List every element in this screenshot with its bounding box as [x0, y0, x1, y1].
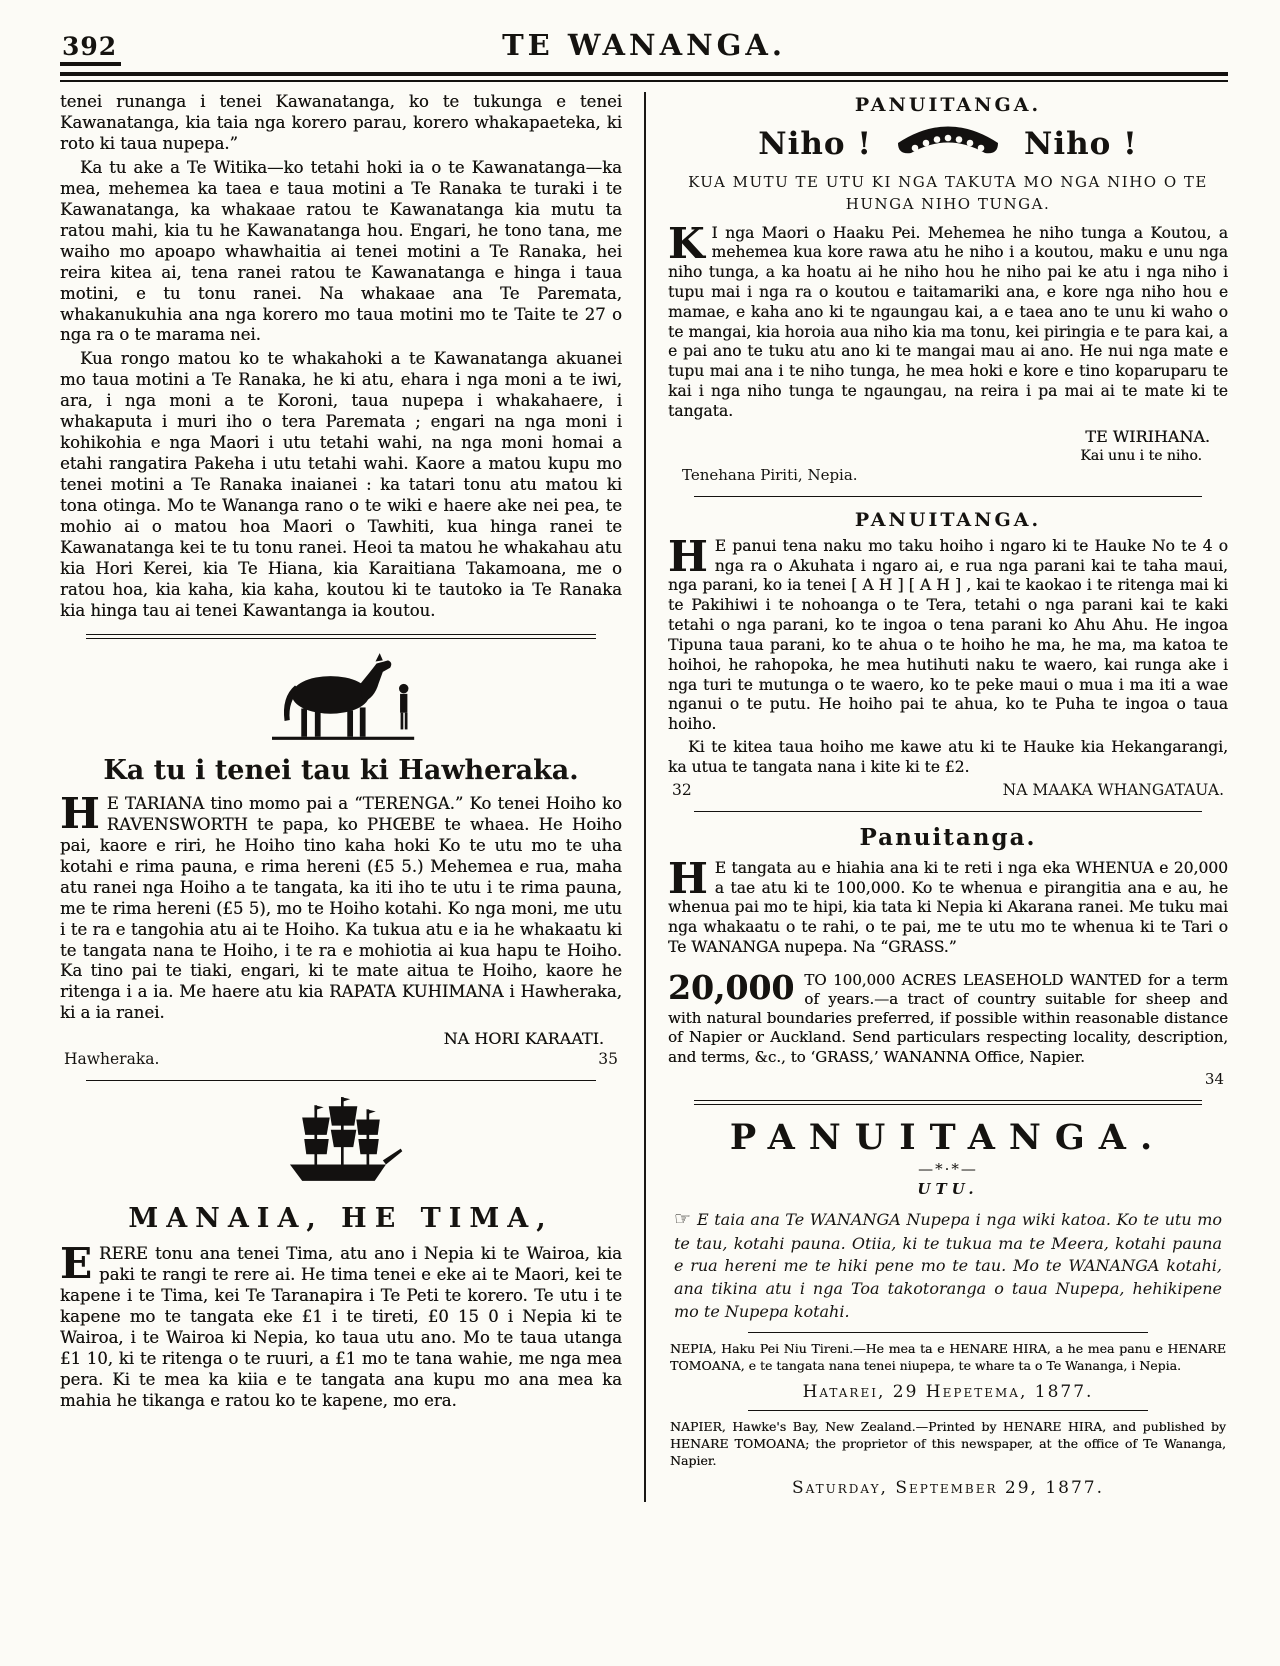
dental-address: Tenehana Piriti, Nepia. — [682, 465, 858, 484]
dental-body — [668, 218, 1228, 422]
hawheraka-signature: NA HORI KARAATI. — [443, 1029, 604, 1049]
header-rule — [60, 72, 1228, 82]
news-paragraph: Kua rongo matou ko te whakahoki a te Kawanatanga akuanei mo taua motini a Te Ranaka, he ki atu, ehara i nga moni a te iwi, ara, i nga moni a te Koroni, taua nupepa i whakahaere, i whakaputa i muri iho o tera Paremata ; engari na nga moni i kohikohia e nga Maori i utu tetahi wahi, na nga moni homai a etahi rangatira Pakeha i utu tetahi wahi. Kaore a matou kupu mo tenei motini a Te Ranaka inaianei : ka tatari tonu atu matou ki tona otinga. Mo te Wananga rano o te wiki e haere ake nei pea, te mohio ai o matou hoa Maori o Tawhiti, kua hinga ranei te Kawanatanga kei te tu tonu ranei. Heoi ta matou he whakahau atu kia Hori Kerei, kia Te Hiana, kia Karaitiana Takamoana, me o ratou hoa, kia kaha, kia kaha, koutou ki te tautoko ia Te Ranaka kia hinga tau ai tenei Kawantanga ia koutou. — [60, 349, 622, 620]
niho-word-left: Niho ! — [758, 126, 872, 162]
date-maori: Hatarei, 29 Hepetema, 1877. — [802, 1382, 1094, 1403]
lost-horse-reward: Ki te kitea taua hoiho me kawe atu ki te Hauke kia Hekangarangi, ka utua te tangata nana i kite ki te £2. — [668, 738, 1228, 776]
date-english: Saturday, September 29, 1877. — [792, 1478, 1104, 1499]
right-column — [644, 92, 1228, 1502]
dropcap-letter: E — [60, 1239, 93, 1289]
section-rule — [694, 496, 1202, 497]
land-ad-english-text: TO 100,000 ACRES LEASEHOLD WANTED for a term of years.—a tract of country suitable for sheep and with natural boundaries preferred, if possible within reasonable distance of Napier or Auckland. Send particulars respecting locality, description, and terms, &c., to ‘GRASS,’ WANANNA Office, Napier. — [668, 970, 1228, 1066]
column-layout — [60, 92, 1228, 1502]
dropcap-letter: H — [668, 853, 708, 903]
hawheraka-body — [60, 788, 622, 1024]
hawheraka-body-text: E TARIANA tino momo pai a “TERENGA.” Ko tenei Hoiho ko RAVENSWORTH te papa, ko PHŒBE te whaea. He Hoiho pai, kaore e riri, he Hoiho tino kaha hoki Ko te utu mo te uha kotahi e rima pauna, e rima hereni (£5 5.) Mehemea e rua, maha atu ranei nga Hoiho a te tangata, ka iti iho te utu i te rima pauna, me te rima hereni (£5 5), mo te Hoiho kotahi. Ko nga moni, me utu i te ra e tangohia atu ai te Hoiho. Ka tukua atu e ia he whakaatu ki te tangata nana te Hoiho, i te ra e mohiotia ai kua hapu te Hoiho. Ka tino pai te tiaki, engari, ki te mate aitua te Hoiho, kaore he ritenga i a ia. Me haere atu kia RAPATA KUHIMANA i Hawheraka, ki a ia ranei. — [60, 793, 622, 1023]
lost-horse-body — [668, 531, 1228, 735]
dental-signature-role: Kai unu i te niho. — [1080, 447, 1202, 464]
section-rule — [748, 1410, 1148, 1411]
section-rule — [694, 811, 1202, 812]
panuitanga-heading: PANUITANGA. — [854, 94, 1042, 116]
niho-word-right: Niho ! — [1024, 126, 1138, 162]
dropcap-letter: H — [60, 788, 100, 838]
dental-subheading: KUA MUTU TE UTU KI NGA TAKUTA MO NGA NIHO O TE HUNGA NIHO TUNGA. — [688, 173, 1208, 213]
dentures-icon — [892, 122, 1004, 166]
dropcap-letter: H — [668, 531, 708, 581]
lost-horse-body-text: E panui tena naku mo taku hoiho i ngaro ki te Hauke No te 4 o nga ra o Akuhata i ngaro ai, e rua nga parani kai te taha maui, nga parani, ko ia tenei [ A H ] [ A H ] , kai te kaokao i te ritenga mai ki te Pakihiwi i te nohoanga o te Tera, tetahi o nga parani kai te kaki tetahi o nga parani, ko te ingoa o tena parani ko Ahu Ahu. He ingoa Tipuna taua parani, ko te ahua o te hoiho he ma, he ma, ma katoa te hoihoi, he rahopoka, he mea hutihuti naku te waero, kai runga ake i nga turi te mutunga o te waero, ko te peke maui o mua i ma iti a wae nganui o te putu. He hoiho pai te ahua, ko te Puha te ingoa o taua hoiho. — [668, 536, 1228, 734]
dropcap-letter: K — [668, 218, 705, 268]
hawheraka-ad-number: 35 — [598, 1050, 618, 1069]
manaia-body-text: RERE tonu ana tenei Tima, atu ano i Nepia ki te Wairoa, kia paki te rangi te rere ai. He tima tenei e eke ai te Maori, kei te kapene i te Tima, kei Te Taranapira i Te Peti te korero. Te utu i te kapene mo te tangata eke £1 i te tireti, £0 15 0 i Nepia ki te Wairoa, i te Wairoa ki Nepia, ko taua utu ano. Mo te taua utanga £1 10, ki te ritenga o te ruuri, a £1 mo te tana wahie, me nga mea pera. Ki te mea ka kiia e te tangata ana kupu mo ana mea ka mahia he tikanga e ratou ko te kapene, mo era. — [60, 1244, 622, 1410]
utu-subheading: UTU. — [917, 1179, 979, 1198]
section-rule — [86, 634, 596, 639]
acres-figure: 20,000 — [668, 967, 795, 1007]
dental-body-text: I nga Maori o Haaku Pei. Mehemea he niho tunga a Koutou, a mehemea kua kore rawa atu he niho i a koutou, maku e unu nga niho tunga, a ka hoatu ai he niho hou he niho pai ke atu i nga niho i tupu mai i nga ra o koutou e taitamariki ana, e kore nga niho hou e mamae, e kaha ano ki te ngaungau kai, a e taea ano te unu ki waho o te mangai, kia horoia aua niho kia ma tonu, kei piringia e te para kai, a e pai ano te tuku atu ano ki te mangai mau ai ano. He nui nga mate e tupu mai ana i te niho tunga, he mea hoki e kore e tino koparuparu te kai i nga niho tunga te ngaungau, na reira i pa mai ai te mate ki te tangata. — [668, 223, 1228, 420]
ship-engraving-icon — [60, 1093, 622, 1193]
niho-banner — [668, 122, 1228, 166]
lost-horse-footer-row — [672, 781, 1224, 799]
imprint-english: NAPIER, Hawke's Bay, New Zealand.—Printed by HENARE HIRA, and published by HENARE TOMOANA; the proprietor of this newspaper, at the office of Te Wananga, Napier. — [670, 1419, 1226, 1469]
dental-signature: TE WIRIHANA. — [1085, 426, 1210, 446]
lost-horse-ad-number: 32 — [672, 780, 692, 799]
land-ad-body — [668, 853, 1228, 958]
panuitanga-big-heading: PANUITANGA. — [729, 1116, 1167, 1158]
news-paragraph: tenei runanga i tenei Kawanatanga, ko te tukunga e tenei Kawanatanga, kia taia nga korero parau, korero whakapaeteka, ki roto ki taua nupepa.” — [60, 92, 622, 153]
section-rule — [694, 1100, 1202, 1105]
masthead-title: TE WANANGA. — [502, 28, 786, 62]
left-column — [60, 92, 644, 1502]
horse-engraving-icon — [60, 651, 622, 747]
imprint-maori: NEPIA, Haku Pei Niu Tireni.—He mea ta e HENARE HIRA, a he mea panu e HENARE TOMOANA, e te tangata nana tenei niupepa, te whare ta o Te Wananga, i Nepia. — [670, 1340, 1226, 1373]
hawheraka-heading: Ka tu i tenei tau ki Hawheraka. — [103, 754, 579, 786]
subscription-body — [674, 1206, 1222, 1324]
lost-horse-signature: NA MAAKA WHANGATAUA. — [1002, 780, 1224, 799]
manaia-body — [60, 1239, 622, 1412]
panuitanga-heading: Panuitanga. — [859, 823, 1037, 851]
section-rule — [748, 1332, 1148, 1333]
panuitanga-heading: PANUITANGA. — [854, 508, 1042, 531]
page-number: 392 — [60, 32, 121, 66]
manaia-heading: MANAIA, HE TIMA, — [128, 1203, 554, 1235]
hawheraka-place: Hawheraka. — [64, 1050, 160, 1069]
subscription-body-text: E taia ana Te WANANGA Nupepa i nga wiki katoa. Ko te utu mo te tau, kotahi pauna. Otiia, ki te tukua ma te Meera, kotahi pauna e rua hereni me te hiki pene mo te tau. Mo te WANANGA kotahi, ana tikina atu i nga Toa takotoranga o taua Nupepa, hehikipene mo te Nupepa kotahi. — [674, 1209, 1222, 1321]
land-ad-number: 34 — [1204, 1069, 1224, 1088]
page-header — [60, 24, 1228, 68]
land-ad-english — [668, 967, 1228, 1067]
news-paragraph: Ka tu ake a Te Witika—ko tetahi hoki ia o te Kawanatanga—ka mea, mehemea ka taea e taua motini a Te Ranaka te turaki i te Kawanatanga, ka whakaae ratou te Kawanatanga kia mutu ta ratou mahi, kia tu he Kawanatanga hou. Engari, he tono tana, me waiho mo apoapo whawhaitia ai tenei motini a Te Ranaka, hei reira kitea ai, tena ranei ratou te Kawanatanga e hinga i taua motini, e tu tonu ranei. Na whakaae ana Te Paremata, whakanukuhia ana nga korero mo taua motini mo te Taite te 27 o nga ra o te marama nei. — [60, 157, 622, 345]
pointing-hand-icon: ☞ — [674, 1207, 692, 1230]
land-ad-body-text: E tangata au e hiahia ana ki te reti i nga eka WHENUA e 20,000 a tae atu ki te 100,000. Ko te whenua e pirangitia ana e au, he whenua pai mo te hipi, kia tata ki Nepia ki Akarana ranei. Me tuku mai nga whakaatu o te rahi, o te pai, me te utu mo te whenua ki te Tari o Te WANANGA nupepa. Na “GRASS.” — [668, 858, 1228, 957]
hawheraka-footer-row — [64, 1050, 618, 1068]
heading-ornament: —*·*— — [918, 1159, 978, 1178]
section-rule — [86, 1080, 596, 1081]
